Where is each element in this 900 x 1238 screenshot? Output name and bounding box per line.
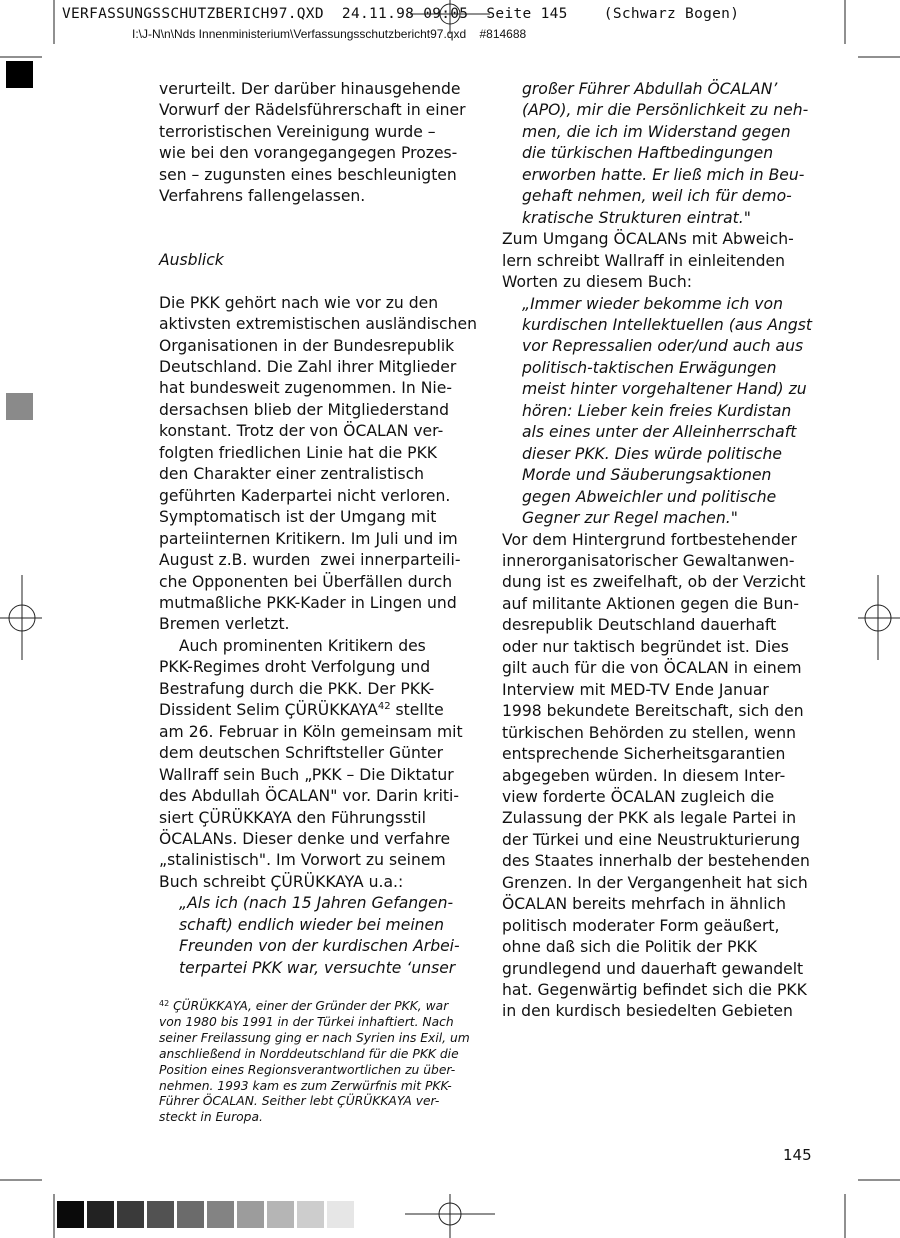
footnote-line: anschließend in Norddeutschland für die PKK die bbox=[159, 1046, 459, 1061]
quote-line: erworben hatte. Er ließ mich in Beu- bbox=[522, 165, 805, 184]
text-line: verurteilt. Der darüber hinausgehende bbox=[159, 80, 461, 98]
quote-line: (APO), mir die Persönlichkeit zu neh- bbox=[522, 101, 809, 120]
quote-line: hören: Lieber kein freies Kurdistan bbox=[522, 401, 792, 420]
gray-swatch bbox=[267, 1201, 294, 1228]
gray-swatch bbox=[87, 1201, 114, 1228]
gray-swatch bbox=[147, 1201, 174, 1228]
quote-line: Gegner zur Regel machen." bbox=[522, 509, 738, 528]
text-line: ÖCALANs. Dieser denke und verfahre bbox=[159, 830, 451, 848]
quote-line: meist hinter vorgehaltener Hand) zu bbox=[522, 380, 807, 399]
text-line: wie bei den vorangegangegen Prozes- bbox=[159, 144, 458, 163]
text-fragment: Dissident Selim ÇÜRÜKKAYA bbox=[159, 701, 378, 720]
text-line: türkischen Behörden zu stellen, wenn bbox=[502, 723, 796, 742]
text-line: grundlegend und dauerhaft gewandelt bbox=[502, 959, 804, 978]
footnote-line: Position eines Regionsverantwortlichen zu über- bbox=[159, 1062, 456, 1077]
text-line: oder nur taktisch begründet ist. Dies bbox=[502, 637, 789, 656]
text-line: des Abdullah ÖCALAN" vor. Darin kriti- bbox=[159, 787, 459, 806]
text-line: gilt auch für die von ÖCALAN in einem bbox=[502, 659, 802, 678]
text-line: dung ist es zweifelhaft, ob der Verzicht bbox=[502, 573, 806, 592]
footnote-line: steckt in Europa. bbox=[159, 1110, 263, 1125]
text-line: mutmaßliche PKK-Kader in Lingen und bbox=[159, 594, 457, 613]
text-line: Auch prominenten Kritikern des bbox=[159, 636, 426, 655]
gray-swatch bbox=[297, 1201, 324, 1228]
text-line: der Türkei und eine Neustrukturierung bbox=[502, 830, 800, 849]
text-line: des Staates innerhalb der bestehenden bbox=[502, 852, 810, 871]
left-column bbox=[159, 79, 477, 979]
quote-line: kurdischen Intellektuellen (aus Angst bbox=[522, 315, 813, 334]
black-section-marker bbox=[6, 61, 33, 88]
quote-line: politisch-taktischen Erwägungen bbox=[522, 358, 777, 377]
quote-line: dieser PKK. Dies würde politische bbox=[522, 444, 782, 463]
text-line: lern schreibt Wallraff in einleitenden bbox=[502, 251, 785, 270]
quote-line: Freunden von der kurdischen Arbei- bbox=[179, 937, 460, 956]
text-line: Symptomatisch ist der Umgang mit bbox=[159, 508, 437, 527]
footnote-reference[interactable]: 42 bbox=[377, 701, 391, 713]
text-line: Wallraff sein Buch „PKK – Die Diktatur bbox=[159, 765, 454, 784]
gray-swatch bbox=[207, 1201, 234, 1228]
quote-line: gegen Abweichler und politische bbox=[522, 487, 777, 506]
text-line: „stalinistisch". Im Vorwort zu seinem bbox=[159, 851, 446, 870]
page-number: 145 bbox=[783, 1146, 812, 1164]
text-line: Vorwurf der Rädelsführerschaft in einer bbox=[159, 101, 466, 120]
text-line: ohne daß sich die Politik der PKK bbox=[502, 938, 757, 957]
text-fragment: stellte bbox=[390, 701, 444, 720]
footnote-line: seiner Freilassung ging er nach Syrien ins Exil, um bbox=[159, 1030, 470, 1045]
gray-swatch bbox=[177, 1201, 204, 1228]
text-line: innerorganisatorischer Gewaltanwen- bbox=[502, 551, 795, 570]
quote-line: terpartei PKK war, versuchte ‘unser bbox=[179, 958, 456, 977]
text-line: Bremen verletzt. bbox=[159, 615, 290, 634]
text-line: PKK-Regimes droht Verfolgung und bbox=[159, 658, 431, 677]
section-heading: Ausblick bbox=[159, 250, 224, 269]
quote-line: kratische Strukturen eintrat." bbox=[522, 208, 751, 227]
footnote-line: nehmen. 1993 kam es zum Zerwürfnis mit PKK- bbox=[159, 1078, 452, 1093]
quote-line: „Immer wieder bekomme ich von bbox=[522, 294, 783, 313]
text-line: hat. Gegenwärtig befindet sich die PKK bbox=[502, 981, 807, 1000]
quote-line: schaft) endlich wieder bei meinen bbox=[179, 915, 445, 934]
text-line: terroristischen Vereinigung wurde – bbox=[159, 122, 436, 141]
text-line: Worten zu diesem Buch: bbox=[502, 273, 693, 292]
text-line: den Charakter einer zentralistisch bbox=[159, 465, 425, 484]
text-line: sen – zugunsten eines beschleunigten bbox=[159, 165, 457, 184]
quote-line: die türkischen Haftbedingungen bbox=[522, 144, 774, 163]
text-line: Bestrafung durch die PKK. Der PKK- bbox=[159, 679, 435, 698]
footnote-line: Führer ÖCALAN. Seither lebt ÇÜRÜKKAYA ver- bbox=[159, 1094, 440, 1109]
quote-line: „Als ich (nach 15 Jahren Gefangen- bbox=[179, 894, 454, 913]
gray-section-marker bbox=[6, 393, 33, 420]
text-line: am 26. Februar in Köln gemeinsam mit bbox=[159, 722, 463, 741]
text-line: view forderte ÖCALAN zugleich die bbox=[502, 787, 775, 806]
text-line: aktivsten extremistischen ausländischen bbox=[159, 315, 477, 334]
text-line bbox=[159, 700, 477, 721]
text-line: hat bundesweit zugenommen. In Nie- bbox=[159, 379, 452, 398]
text-line: Deutschland. Die Zahl ihrer Mitglieder bbox=[159, 358, 457, 377]
gray-swatch bbox=[57, 1201, 84, 1228]
text-line: 1998 bekundete Bereitschaft, sich den bbox=[502, 702, 804, 721]
text-line: dersachsen blieb der Mitgliederstand bbox=[159, 400, 450, 419]
text-line: Zulassung der PKK als legale Partei in bbox=[502, 809, 797, 828]
text-line: dem deutschen Schriftsteller Günter bbox=[159, 744, 443, 763]
quote-line: als eines unter der Alleinherrschaft bbox=[522, 423, 797, 442]
footnote-line bbox=[159, 999, 470, 1015]
text-line: ÖCALAN bereits mehrfach in ähnlich bbox=[502, 895, 786, 914]
text-line: che Opponenten bei Überfällen durch bbox=[159, 572, 453, 591]
footnote-marker: 42 bbox=[159, 999, 170, 1008]
text-line: siert ÇÜRÜKKAYA den Führungsstil bbox=[159, 808, 426, 827]
slug-line: VERFASSUNGSSCHUTZBERICH97.QXD 24.11.98 09:05 Seite 145 (Schwarz Bogen) bbox=[62, 6, 740, 22]
text-line: geführten Kaderpartei nicht verloren. bbox=[159, 486, 451, 505]
text-line: Verfahrens fallengelassen. bbox=[159, 187, 366, 206]
text-line: in den kurdisch besiedelten Gebieten bbox=[502, 1002, 793, 1021]
text-line: politisch moderater Form geäußert, bbox=[502, 916, 780, 935]
text-line: Organisationen in der Bundesrepublik bbox=[159, 336, 455, 355]
text-line: Vor dem Hintergrund fortbestehender bbox=[502, 530, 797, 549]
text-fragment: ÇÜRÜKKAYA, einer der Gründer der PKK, war bbox=[169, 999, 449, 1013]
text-line: folgten friedlichen Linie hat die PKK bbox=[159, 443, 438, 462]
text-line: parteiinternen Kritikern. Im Juli und im bbox=[159, 529, 458, 548]
text-line: entsprechende Sicherheitsgarantien bbox=[502, 745, 786, 764]
gray-swatch bbox=[237, 1201, 264, 1228]
right-column bbox=[502, 79, 812, 1023]
text-line: abgegeben würden. In diesem Inter- bbox=[502, 766, 786, 785]
footnote-line: von 1980 bis 1991 in der Türkei inhaftiert. Nach bbox=[159, 1014, 454, 1029]
gray-swatch bbox=[327, 1201, 354, 1228]
text-line: Buch schreibt ÇÜRÜKKAYA u.a.: bbox=[159, 872, 404, 891]
quote-line: gehaft nehmen, weil ich für demo- bbox=[522, 187, 792, 206]
text-line: desrepublik Deutschland dauerhaft bbox=[502, 616, 777, 635]
quote-line: Morde und Säuberungsaktionen bbox=[522, 466, 772, 485]
gray-swatch bbox=[117, 1201, 144, 1228]
file-path-line: I:\J-N\n\Nds Innenministerium\Verfassungsschutzbericht97.qxd #814688 bbox=[132, 27, 527, 41]
text-line: auf militante Aktionen gegen die Bun- bbox=[502, 594, 799, 613]
text-line: Die PKK gehört nach wie vor zu den bbox=[159, 293, 439, 312]
text-line: Grenzen. In der Vergangenheit hat sich bbox=[502, 873, 808, 892]
text-line: August z.B. wurden zwei innerparteili- bbox=[159, 551, 461, 570]
quote-line: men, die ich im Widerstand gegen bbox=[522, 122, 791, 141]
text-line: Interview mit MED-TV Ende Januar bbox=[502, 680, 769, 699]
quote-line: großer Führer Abdullah ÖCALAN’ bbox=[522, 80, 778, 98]
quote-line: vor Repressalien oder/und auch aus bbox=[522, 337, 804, 356]
footnote bbox=[159, 999, 470, 1126]
text-line: konstant. Trotz der von ÖCALAN ver- bbox=[159, 422, 444, 441]
text-line: Zum Umgang ÖCALANs mit Abweich- bbox=[502, 230, 794, 249]
